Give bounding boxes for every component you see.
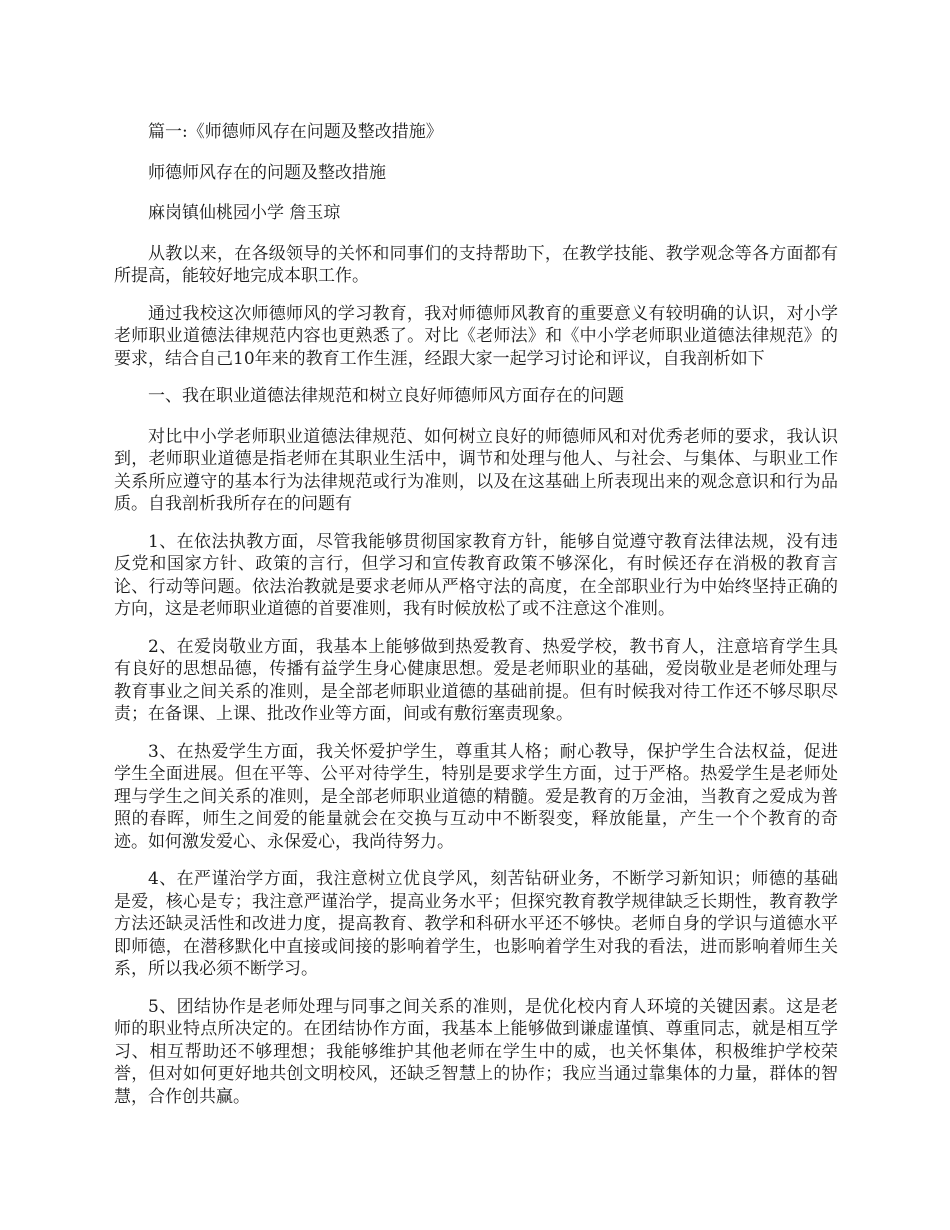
article-title: 篇一:《师德师风存在问题及整改措施》 (148, 122, 443, 142)
paragraph-item-4: 4、在严谨治学方面，我注意树立优良学风，刻苦钻研业务，不断学习新知识；师德的基础是爱，核心是专；我注意严谨治学，提高业务水平；但探究教育教学规律缺乏长期性，教育教学方法还缺灵活性和改进力度，提高教育、教学和科研水平还不够快。老师自身的学识与道德水平即师德，在潜移默化中直接或间接的影响着学生，也影响着学生对我的看法，进而影响着师生关系，所以我必须不断学习。 (114, 869, 838, 979)
paragraph-analysis: 对比中小学老师职业道德法律规范、如何树立良好的师德师风和对优秀老师的要求，我认识到，老师职业道德是指老师在其职业生活中，调节和处理与他人、与社会、与集体、与职业工作关系所应遵守的基本行为法律规范或行为准则，以及在这基础上所表现出来的观念意识和行为品质。自我剖析我所存在的问题有 (114, 426, 838, 514)
paragraph-study: 通过我校这次师德师风的学习教育，我对师德师风教育的重要意义有较明确的认识，对小学老师职业道德法律规范内容也更熟悉了。对比《老师法》和《中小学老师职业道德法律规范》的要求，结合自己10年来的教育工作生涯，经跟大家一起学习讨论和评议，自我剖析如下 (114, 303, 838, 369)
paragraph-intro: 从教以来，在各级领导的关怀和同事们的支持帮助下，在教学技能、教学观念等各方面都有所提高，能较好地完成本职工作。 (114, 243, 838, 286)
section-heading: 一、我在职业道德法律规范和树立良好师德师风方面存在的问题 (148, 386, 624, 406)
document-page (114, 121, 838, 1123)
document-subtitle: 师德师风存在的问题及整改措施 (148, 162, 386, 183)
paragraph-item-3: 3、在热爱学生方面，我关怀爱护学生，尊重其人格；耐心教导，保护学生合法权益，促进学生全面进展。但在平等、公平对待学生，特别是要求学生方面，过于严格。热爱学生是老师处理与学生之间关系的准则，是全部老师职业道德的精髓。爱是教育的万金油，当教育之爱成为普照的春晖，师生之间爱的能量就会在交换与互动中不断裂变，释放能量，产生一个个教育的奇迹。如何激发爱心、永保爱心，我尚待努力。 (114, 741, 838, 852)
author-line: 麻岗镇仙桃园小学 詹玉琼 (148, 203, 341, 223)
paragraph-item-1: 1、在依法执教方面，尽管我能够贯彻国家教育方针，能够自觉遵守教育法律法规，没有违反党和国家方针、政策的言行，但学习和宣传教育政策不够深化，有时候还存在消极的教育言论、行动等问题。依法治教就是要求老师从严格守法的高度，在全部职业行为中始终坚持正确的方向，这是老师职业道德的首要准则，我有时候放松了或不注意这个准则。 (114, 531, 838, 619)
paragraph-item-2: 2、在爱岗敬业方面，我基本上能够做到热爱教育、热爱学校，教书育人，注意培育学生具有良好的思想品德，传播有益学生身心健康思想。爱是老师职业的基础，爱岗敬业是老师处理与教育事业之间关系的准则，是全部老师职业道德的基础前提。但有时候我对待工作还不够尽职尽责；在备课、上课、批改作业等方面，间或有敷衍塞责现象。 (114, 636, 838, 724)
paragraph-item-5: 5、团结协作是老师处理与同事之间关系的准则，是优化校内育人环境的关键因素。这是老师的职业特点所决定的。在团结协作方面，我基本上能够做到谦虚谨慎、尊重同志，就是相互学习、相互帮助还不够理想；我能够维护其他老师在学生中的威，也关怀集体，积极维护学校荣誉，但对如何更好地共创文明校风，还缺乏智慧上的协作；我应当通过靠集体的力量，群体的智慧，合作创共赢。 (114, 996, 838, 1107)
